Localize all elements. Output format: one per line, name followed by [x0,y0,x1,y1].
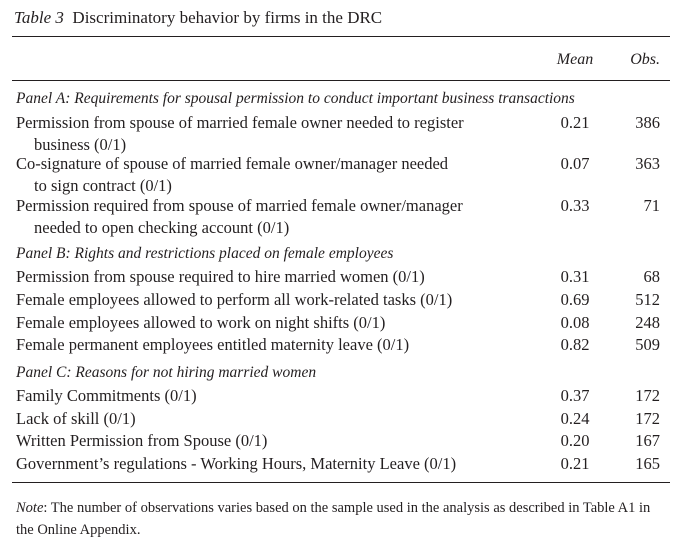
row-label: Female permanent employees entitled maternity leave (0/1) [16,335,410,354]
row-obs: 363 [635,154,660,173]
row-mean: 0.33 [560,196,590,215]
table-note [16,497,666,541]
row-label: Written Permission from Spouse (0/1) [16,431,268,450]
row-label: Female employees allowed to work on night shifts (0/1) [16,313,386,332]
row-label: Female employees allowed to perform all work-related tasks (0/1) [16,290,453,309]
header-rule [12,80,670,81]
row-label: Government’s regulations - Working Hours, Maternity Leave (0/1) [16,454,457,473]
row-mean: 0.20 [560,431,590,450]
row-obs: 71 [643,196,660,215]
bottom-rule [12,482,670,483]
obs-column-header: Obs. [630,51,660,68]
row-obs: 172 [635,409,660,428]
row-obs: 172 [635,386,660,405]
row-obs: 68 [643,267,660,286]
row-mean: 0.21 [560,454,590,473]
row-mean: 0.31 [560,267,590,286]
table-title: Discriminatory behavior by firms in the DRC [72,8,383,27]
row-mean: 0.07 [560,154,590,173]
note-text: : The number of observations varies based on the sample used in the analysis as described in Table A1 in the Online Appendix. [16,500,651,538]
row-obs: 509 [635,335,660,354]
row-mean: 0.82 [560,335,590,354]
panel-c-title: Panel C: Reasons for not hiring married women [16,364,317,381]
panel-a-title: Panel A: Requirements for spousal permission to conduct important business transactions [16,90,575,107]
row-label: Permission from spouse of married female owner needed to register business (0/1) [16,113,464,154]
note-label: Note [16,500,44,516]
row-label: Family Commitments (0/1) [16,386,197,405]
mean-column-header: Mean [556,51,594,68]
row-label: Co-signature of spouse of married female owner/manager needed to sign contract (0/1) [16,154,449,195]
row-mean: 0.24 [560,409,590,428]
table-caption [14,8,382,28]
row-label: Permission required from spouse of married female owner/manager needed to open checking account (0/1) [16,196,463,237]
row-obs: 167 [635,431,660,450]
row-label: Permission from spouse required to hire married women (0/1) [16,267,425,286]
row-label: Lack of skill (0/1) [16,409,136,428]
row-mean: 0.21 [560,113,590,132]
row-mean: 0.08 [560,313,590,332]
row-obs: 248 [635,313,660,332]
table-label: Table 3 [14,8,64,27]
panel-b-title: Panel B: Rights and restrictions placed on female employees [16,245,394,262]
row-obs: 512 [635,290,660,309]
row-obs: 165 [635,454,660,473]
top-rule [12,36,670,37]
row-mean: 0.69 [560,290,590,309]
row-mean: 0.37 [560,386,590,405]
row-obs: 386 [635,113,660,132]
